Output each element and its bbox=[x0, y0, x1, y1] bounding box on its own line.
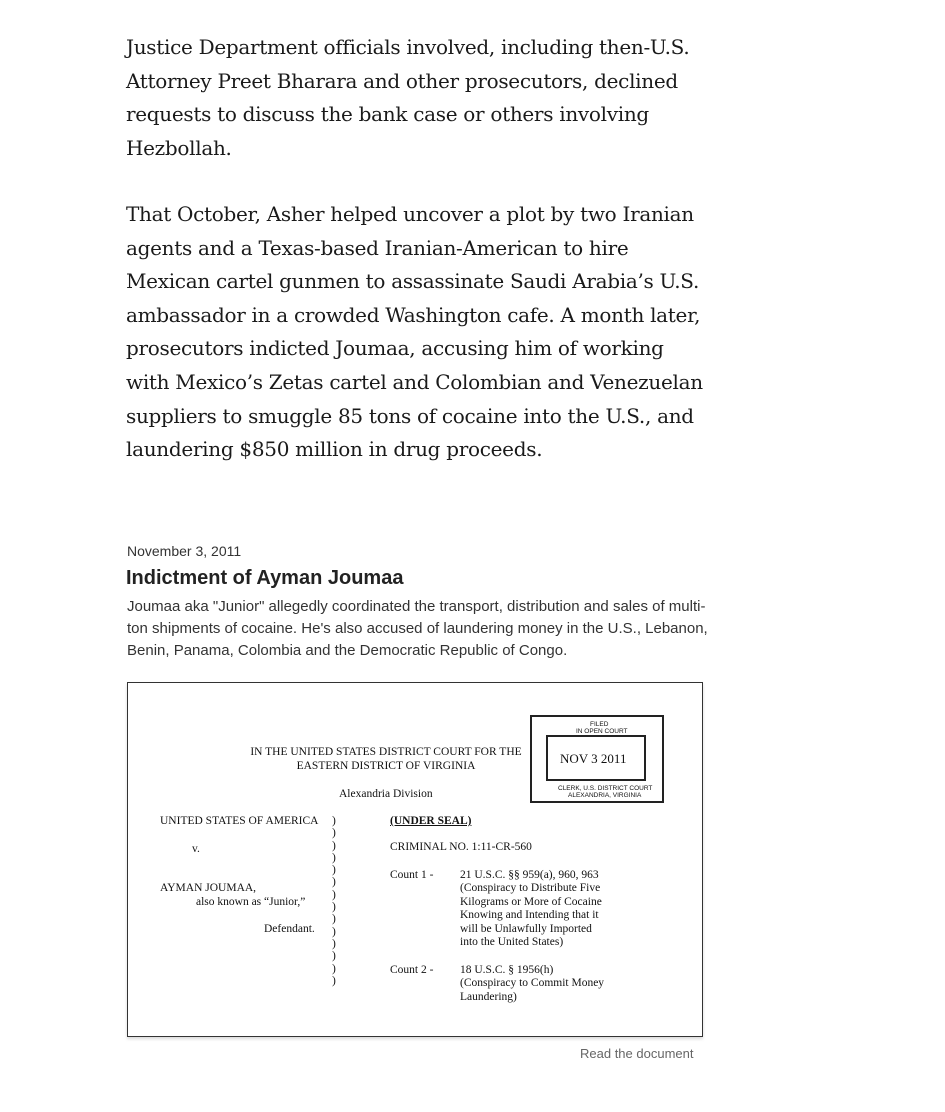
count-2-desc: (Conspiracy to Commit Money bbox=[460, 977, 605, 989]
document-preview[interactable] bbox=[127, 682, 703, 1037]
document-description: Joumaa aka "Junior" allegedly coordinated the transport, distribution and sales of multi-ton shipments of cocaine. He's also accused of laundering money in the U.S., Lebanon, Benin, Panama, Colombia and the Democratic Republic of Congo. bbox=[127, 598, 708, 659]
court-division: Alexandria Division bbox=[339, 788, 433, 800]
count-1-statute: 21 U.S.C. §§ 959(a), 960, 963 bbox=[460, 869, 599, 881]
count-1-desc: will be Unlawfully Imported bbox=[460, 923, 592, 935]
criminal-number: CRIMINAL NO. 1:11-CR-560 bbox=[390, 841, 532, 853]
article-paragraph: Justice Department officials involved, including then-U.S. Attorney Preet Bharara and other prosecutors, declined requests to discuss the bank case or others involving Hezbollah. bbox=[126, 35, 690, 160]
court-heading-line-2: EASTERN DISTRICT OF VIRGINIA bbox=[296, 760, 476, 772]
stamp-date-box bbox=[546, 735, 646, 781]
stamp-city: ALEXANDRIA, VIRGINIA bbox=[568, 792, 642, 799]
filed-stamp bbox=[530, 715, 664, 803]
court-heading-line-1: IN THE UNITED STATES DISTRICT COURT FOR THE bbox=[250, 746, 522, 758]
count-2-desc: Laundering) bbox=[460, 991, 517, 1003]
count-1-desc: Kilograms or More of Cocaine bbox=[460, 896, 602, 908]
count-2-statute: 18 U.S.C. § 1956(h) bbox=[460, 964, 554, 976]
defendant-name: AYMAN JOUMAA, bbox=[160, 882, 257, 894]
stamp-filed: FILED bbox=[590, 721, 609, 728]
versus: v. bbox=[192, 843, 200, 855]
under-seal: (UNDER SEAL) bbox=[390, 815, 472, 827]
stamp-open-court: IN OPEN COURT bbox=[576, 728, 628, 735]
plaintiff: UNITED STATES OF AMERICA bbox=[160, 815, 319, 827]
count-1-label: Count 1 - bbox=[390, 869, 434, 881]
stamp-date: NOV 3 2011 bbox=[560, 751, 627, 766]
document-date: November 3, 2011 bbox=[127, 543, 242, 559]
read-document-link[interactable]: Read the document bbox=[580, 1046, 694, 1061]
caption-brackets: ) ) ) ) ) ) ) ) ) ) ) ) ) ) bbox=[332, 815, 336, 987]
count-1-desc: Knowing and Intending that it bbox=[460, 909, 599, 921]
document-title: Indictment of Ayman Joumaa bbox=[126, 567, 404, 589]
count-1-desc: into the United States) bbox=[460, 936, 564, 948]
defendant-aka: also known as “Junior,” bbox=[196, 896, 306, 908]
count-2-label: Count 2 - bbox=[390, 964, 434, 976]
count-1-desc: (Conspiracy to Distribute Five bbox=[460, 882, 601, 894]
article-paragraph: That October, Asher helped uncover a plot by two Iranian agents and a Texas-based Iranian-American to hire Mexican cartel gunmen to assassinate Saudi Arabia’s U.S. ambassador in a crowded Washington cafe. A month later, prosecutors indicted Joumaa, accusing him of working with Mexico’s Zetas cartel and Colombian and Venezuelan suppliers to smuggle 85 tons of cocaine into the U.S., and laundering $850 million in drug proceeds. bbox=[126, 202, 703, 462]
stamp-clerk: CLERK, U.S. DISTRICT COURT bbox=[558, 785, 653, 792]
defendant-label: Defendant. bbox=[264, 923, 315, 935]
